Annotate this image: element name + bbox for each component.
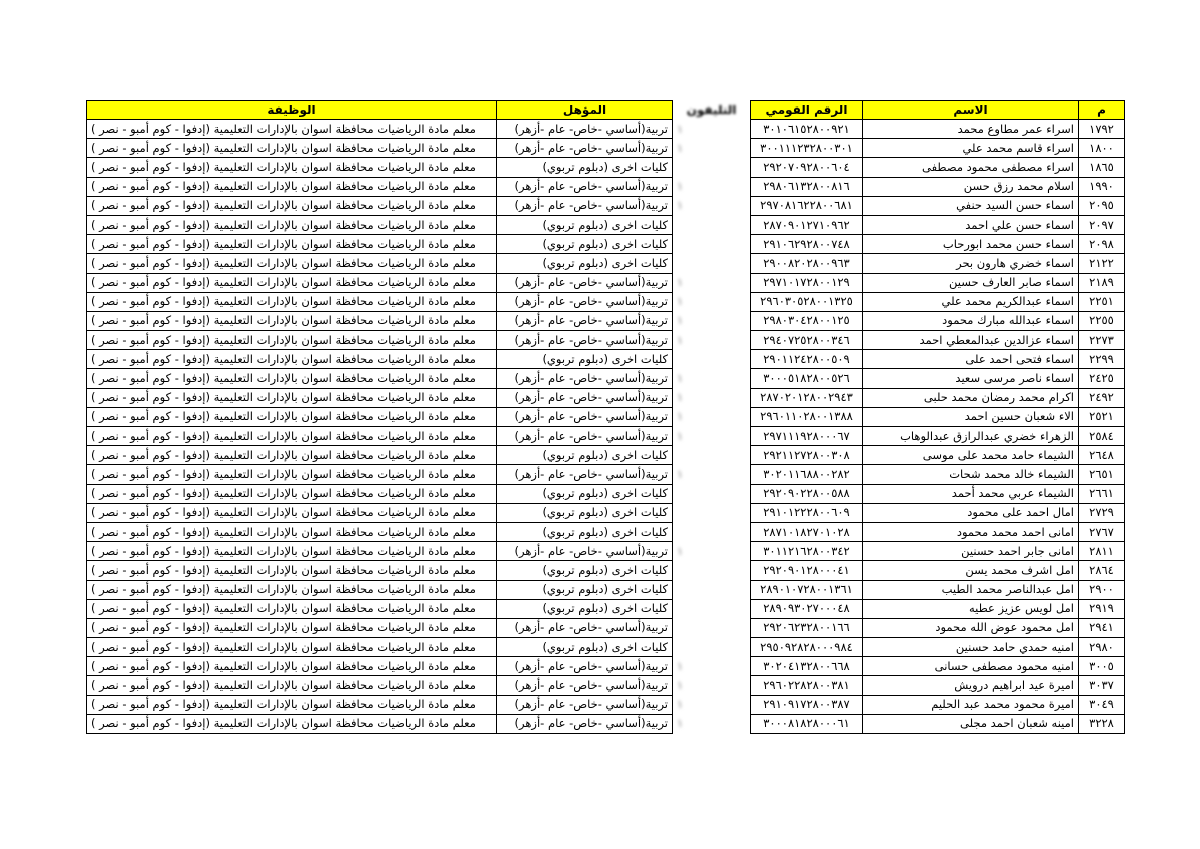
cell-name: الشيماء عربي محمد أحمد (863, 484, 1079, 503)
cell-phone (673, 503, 751, 522)
cell-national-id: ٣٠٠٠٥١٨٢٨٠٠٥٢٦ (751, 369, 863, 388)
cell-job: معلم مادة الرياضيات محافظة اسوان بالإدارات التعليمية (إدفوا - كوم أمبو - نصر ) (87, 465, 497, 484)
cell-phone (673, 254, 751, 273)
cell-job: معلم مادة الرياضيات محافظة اسوان بالإدارات التعليمية (إدفوا - كوم أمبو - نصر ) (87, 676, 497, 695)
cell-national-id: ٢٩١٠٦٢٩٢٨٠٠٧٤٨ (751, 235, 863, 254)
cell-phone (673, 235, 751, 254)
cell-job: معلم مادة الرياضيات محافظة اسوان بالإدارات التعليمية (إدفوا - كوم أمبو - نصر ) (87, 196, 497, 215)
table-row (87, 484, 1125, 503)
cell-name: اميرة محمود محمد عبد الحليم (863, 695, 1079, 714)
cell-job: معلم مادة الرياضيات محافظة اسوان بالإدارات التعليمية (إدفوا - كوم أمبو - نصر ) (87, 561, 497, 580)
cell-index: ٢٢٧٣ (1079, 331, 1125, 350)
cell-name: اسماء خضري هارون بحر (863, 254, 1079, 273)
cell-job: معلم مادة الرياضيات محافظة اسوان بالإدارات التعليمية (إدفوا - كوم أمبو - نصر ) (87, 388, 497, 407)
cell-index: ٢٢٩٩ (1079, 350, 1125, 369)
cell-national-id: ٢٨٧٠٩٠١٢٧١٠٩٦٢ (751, 215, 863, 234)
cell-national-id: ٢٩٦٠٢٢٨٢٨٠٠٣٨١ (751, 676, 863, 695)
cell-name: امنيه محمود مصطفى حسانى (863, 657, 1079, 676)
cell-index: ٢٢٥١ (1079, 292, 1125, 311)
cell-name: اسماء حسن السيد حنفي (863, 196, 1079, 215)
cell-qualification: كليات اخرى (دبلوم تربوي) (497, 599, 673, 618)
cell-index: ٢٤٩٢ (1079, 388, 1125, 407)
cell-name: امنيه حمدي حامد حسنين (863, 638, 1079, 657)
table-row (87, 446, 1125, 465)
cell-qualification: كليات اخرى (دبلوم تربوي) (497, 254, 673, 273)
cell-qualification: تربية(أساسي -خاص- عام -أزهر) (497, 273, 673, 292)
cell-phone (673, 484, 751, 503)
cell-phone (673, 350, 751, 369)
cell-job: معلم مادة الرياضيات محافظة اسوان بالإدارات التعليمية (إدفوا - كوم أمبو - نصر ) (87, 599, 497, 618)
cell-name: امينه شعبان احمد مجلى (863, 714, 1079, 733)
cell-qualification: كليات اخرى (دبلوم تربوي) (497, 561, 673, 580)
cell-index: ٢٢٥٥ (1079, 311, 1125, 330)
cell-index: ٣٠٤٩ (1079, 695, 1125, 714)
cell-index: ٢٧٢٩ (1079, 503, 1125, 522)
cell-index: ١٨٠٠ (1079, 139, 1125, 158)
cell-name: الشيماء خالد محمد شحات (863, 465, 1079, 484)
cell-qualification: كليات اخرى (دبلوم تربوي) (497, 522, 673, 541)
cell-job: معلم مادة الرياضيات محافظة اسوان بالإدارات التعليمية (إدفوا - كوم أمبو - نصر ) (87, 638, 497, 657)
cell-national-id: ٢٨٩٠١٠٧٢٨٠٠١٣٦١ (751, 580, 863, 599)
cell-national-id: ٣٠٢٠١١٦٨٨٠٠٢٨٢ (751, 465, 863, 484)
cell-index: ٢٠٩٧ (1079, 215, 1125, 234)
header-row (87, 101, 1125, 120)
cell-phone: ١ (673, 311, 751, 330)
cell-name: اسراء قاسم محمد علي (863, 139, 1079, 158)
cell-index: ٢٦٦١ (1079, 484, 1125, 503)
table-row (87, 407, 1125, 426)
table-row (87, 465, 1125, 484)
cell-qualification: كليات اخرى (دبلوم تربوي) (497, 638, 673, 657)
cell-phone: ١ (673, 196, 751, 215)
header-phone: التليفون (673, 101, 751, 120)
cell-national-id: ٢٩٢٠٩٠٢٢٨٠٠٥٨٨ (751, 484, 863, 503)
table-row (87, 215, 1125, 234)
cell-job: معلم مادة الرياضيات محافظة اسوان بالإدارات التعليمية (إدفوا - كوم أمبو - نصر ) (87, 350, 497, 369)
cell-job: معلم مادة الرياضيات محافظة اسوان بالإدارات التعليمية (إدفوا - كوم أمبو - نصر ) (87, 292, 497, 311)
cell-phone: ١ (673, 273, 751, 292)
cell-phone: ١ (673, 139, 751, 158)
cell-phone: ١ (673, 177, 751, 196)
cell-national-id: ٣٠٠١١١٢٣٢٨٠٠٣٠١ (751, 139, 863, 158)
cell-job: معلم مادة الرياضيات محافظة اسوان بالإدارات التعليمية (إدفوا - كوم أمبو - نصر ) (87, 407, 497, 426)
cell-index: ٢٠٩٨ (1079, 235, 1125, 254)
cell-index: ٢٦٤٨ (1079, 446, 1125, 465)
cell-name: الاء شعبان حسين احمد (863, 407, 1079, 426)
cell-index: ٢٨١١ (1079, 542, 1125, 561)
cell-national-id: ٢٩٠١١٢٤٢٨٠٠٥٠٩ (751, 350, 863, 369)
cell-qualification: تربية(أساسي -خاص- عام -أزهر) (497, 465, 673, 484)
cell-national-id: ٢٨٩٠٩٣٠٢٧٠٠٠٤٨ (751, 599, 863, 618)
cell-qualification: تربية(أساسي -خاص- عام -أزهر) (497, 618, 673, 637)
table-row (87, 580, 1125, 599)
cell-name: اسلام محمد رزق حسن (863, 177, 1079, 196)
cell-name: اسماء عبدالكريم محمد علي (863, 292, 1079, 311)
cell-phone: ١ (673, 292, 751, 311)
cell-national-id: ٢٩٨٠٣٠٤٢٨٠٠١٢٥ (751, 311, 863, 330)
cell-phone: ١ (673, 465, 751, 484)
cell-qualification: تربية(أساسي -خاص- عام -أزهر) (497, 292, 673, 311)
cell-job: معلم مادة الرياضيات محافظة اسوان بالإدارات التعليمية (إدفوا - كوم أمبو - نصر ) (87, 427, 497, 446)
cell-qualification: كليات اخرى (دبلوم تربوي) (497, 235, 673, 254)
cell-index: ٣٠٣٧ (1079, 676, 1125, 695)
cell-job: معلم مادة الرياضيات محافظة اسوان بالإدارات التعليمية (إدفوا - كوم أمبو - نصر ) (87, 158, 497, 177)
table-row (87, 254, 1125, 273)
cell-index: ٣٢٢٨ (1079, 714, 1125, 733)
cell-job: معلم مادة الرياضيات محافظة اسوان بالإدارات التعليمية (إدفوا - كوم أمبو - نصر ) (87, 657, 497, 676)
table-row (87, 657, 1125, 676)
table-row (87, 177, 1125, 196)
cell-name: اسماء ناصر مرسى سعيد (863, 369, 1079, 388)
cell-name: اسراء عمر مطاوع محمد (863, 120, 1079, 139)
cell-qualification: تربية(أساسي -خاص- عام -أزهر) (497, 177, 673, 196)
cell-name: اكرام محمد رمضان محمد حلبى (863, 388, 1079, 407)
cell-index: ٢٤٢٥ (1079, 369, 1125, 388)
cell-job: معلم مادة الرياضيات محافظة اسوان بالإدارات التعليمية (إدفوا - كوم أمبو - نصر ) (87, 215, 497, 234)
cell-qualification: تربية(أساسي -خاص- عام -أزهر) (497, 388, 673, 407)
cell-phone (673, 561, 751, 580)
cell-national-id: ٢٩١٠١٢٢٢٨٠٠٦٠٩ (751, 503, 863, 522)
cell-phone: ١ (673, 120, 751, 139)
cell-qualification: تربية(أساسي -خاص- عام -أزهر) (497, 139, 673, 158)
cell-index: ٢١٨٩ (1079, 273, 1125, 292)
cell-index: ٢٧٦٧ (1079, 522, 1125, 541)
cell-job: معلم مادة الرياضيات محافظة اسوان بالإدارات التعليمية (إدفوا - كوم أمبو - نصر ) (87, 618, 497, 637)
cell-phone: ١ (673, 676, 751, 695)
cell-job: معلم مادة الرياضيات محافظة اسوان بالإدارات التعليمية (إدفوا - كوم أمبو - نصر ) (87, 235, 497, 254)
cell-national-id: ٢٩٢٠٧٠٩٢٨٠٠٦٠٤ (751, 158, 863, 177)
cell-index: ١٩٩٠ (1079, 177, 1125, 196)
table-row (87, 427, 1125, 446)
cell-name: امل اشرف محمد يسن (863, 561, 1079, 580)
cell-job: معلم مادة الرياضيات محافظة اسوان بالإدارات التعليمية (إدفوا - كوم أمبو - نصر ) (87, 254, 497, 273)
cell-index: ٢٦٥١ (1079, 465, 1125, 484)
cell-qualification: كليات اخرى (دبلوم تربوي) (497, 215, 673, 234)
table-row (87, 158, 1125, 177)
cell-phone: ١ (673, 331, 751, 350)
cell-phone (673, 158, 751, 177)
cell-job: معلم مادة الرياضيات محافظة اسوان بالإدارات التعليمية (إدفوا - كوم أمبو - نصر ) (87, 369, 497, 388)
cell-index: ٢٨٦٤ (1079, 561, 1125, 580)
cell-job: معلم مادة الرياضيات محافظة اسوان بالإدارات التعليمية (إدفوا - كوم أمبو - نصر ) (87, 331, 497, 350)
table-row (87, 196, 1125, 215)
cell-name: الزهراء خضري عبدالرازق عبدالوهاب (863, 427, 1079, 446)
cell-job: معلم مادة الرياضيات محافظة اسوان بالإدارات التعليمية (إدفوا - كوم أمبو - نصر ) (87, 580, 497, 599)
cell-index: ٢١٢٢ (1079, 254, 1125, 273)
cell-phone (673, 638, 751, 657)
table-row (87, 292, 1125, 311)
table-row (87, 388, 1125, 407)
cell-index: ٢٩٨٠ (1079, 638, 1125, 657)
cell-national-id: ٢٩٠٠٨٢٠٢٨٠٠٩٦٣ (751, 254, 863, 273)
cell-qualification: كليات اخرى (دبلوم تربوي) (497, 158, 673, 177)
cell-name: اسراء مصطفى محمود مصطفى (863, 158, 1079, 177)
table-row (87, 676, 1125, 695)
header-job: الوظيفة (87, 101, 497, 120)
cell-name: امانى احمد محمد محمود (863, 522, 1079, 541)
table-row (87, 273, 1125, 292)
table-row (87, 311, 1125, 330)
cell-name: امل عبدالناصر محمد الطيب (863, 580, 1079, 599)
cell-qualification: تربية(أساسي -خاص- عام -أزهر) (497, 427, 673, 446)
cell-qualification: تربية(أساسي -خاص- عام -أزهر) (497, 657, 673, 676)
cell-name: اسماء حسن محمد ابورحاب (863, 235, 1079, 254)
cell-qualification: تربية(أساسي -خاص- عام -أزهر) (497, 331, 673, 350)
cell-qualification: تربية(أساسي -خاص- عام -أزهر) (497, 120, 673, 139)
cell-phone (673, 522, 751, 541)
cell-job: معلم مادة الرياضيات محافظة اسوان بالإدارات التعليمية (إدفوا - كوم أمبو - نصر ) (87, 311, 497, 330)
cell-national-id: ٢٩٢١١٢٧٢٨٠٠٣٠٨ (751, 446, 863, 465)
cell-job: معلم مادة الرياضيات محافظة اسوان بالإدارات التعليمية (إدفوا - كوم أمبو - نصر ) (87, 446, 497, 465)
cell-qualification: تربية(أساسي -خاص- عام -أزهر) (497, 676, 673, 695)
cell-job: معلم مادة الرياضيات محافظة اسوان بالإدارات التعليمية (إدفوا - كوم أمبو - نصر ) (87, 714, 497, 733)
cell-national-id: ٢٩٧٠٨١٦٢٢٨٠٠٦٨١ (751, 196, 863, 215)
cell-national-id: ٢٩٧١١١٩٢٨٠٠٠٦٧ (751, 427, 863, 446)
cell-phone: ١ (673, 657, 751, 676)
cell-index: ٢٥٢١ (1079, 407, 1125, 426)
table-row (87, 139, 1125, 158)
header-name: الاسم (863, 101, 1079, 120)
cell-national-id: ٢٩٧١٠١٧٢٨٠٠١٢٩ (751, 273, 863, 292)
candidates-table (86, 100, 1125, 734)
cell-national-id: ٢٩٥٠٩٢٨٢٨٠٠٠٩٨٤ (751, 638, 863, 657)
cell-index: ١٨٦٥ (1079, 158, 1125, 177)
table-row (87, 618, 1125, 637)
cell-name: اسماء فتحى احمد على (863, 350, 1079, 369)
cell-phone (673, 580, 751, 599)
header-national-id: الرقم القومي (751, 101, 863, 120)
cell-national-id: ٢٨٧١٠١٨٢٧٠١٠٢٨ (751, 522, 863, 541)
cell-national-id: ٢٩٦٠٣٠٥٢٨٠٠١٣٢٥ (751, 292, 863, 311)
cell-national-id: ٢٩٤٠٧٢٥٢٨٠٠٣٤٦ (751, 331, 863, 350)
cell-qualification: كليات اخرى (دبلوم تربوي) (497, 503, 673, 522)
cell-job: معلم مادة الرياضيات محافظة اسوان بالإدارات التعليمية (إدفوا - كوم أمبو - نصر ) (87, 522, 497, 541)
table-row (87, 350, 1125, 369)
cell-phone: ١ (673, 369, 751, 388)
table-row (87, 522, 1125, 541)
cell-national-id: ٢٩٦٠١١٠٢٨٠٠١٣٨٨ (751, 407, 863, 426)
cell-name: اسماء عبدالله مبارك محمود (863, 311, 1079, 330)
cell-name: امل محمود عوض الله محمود (863, 618, 1079, 637)
table-row (87, 599, 1125, 618)
cell-qualification: تربية(أساسي -خاص- عام -أزهر) (497, 196, 673, 215)
cell-national-id: ٣٠١٠٦١٥٢٨٠٠٩٢١ (751, 120, 863, 139)
table-row (87, 714, 1125, 733)
cell-qualification: كليات اخرى (دبلوم تربوي) (497, 350, 673, 369)
cell-name: اسماء حسن علي احمد (863, 215, 1079, 234)
cell-name: اسماء عزالدين عبدالمعطي احمد (863, 331, 1079, 350)
cell-phone: ١ (673, 407, 751, 426)
cell-index: ٢٩١٩ (1079, 599, 1125, 618)
header-index: م (1079, 101, 1125, 120)
table-row (87, 561, 1125, 580)
cell-phone: ١ (673, 714, 751, 733)
cell-qualification: تربية(أساسي -خاص- عام -أزهر) (497, 695, 673, 714)
cell-phone (673, 215, 751, 234)
table-row (87, 369, 1125, 388)
cell-job: معلم مادة الرياضيات محافظة اسوان بالإدارات التعليمية (إدفوا - كوم أمبو - نصر ) (87, 695, 497, 714)
cell-qualification: تربية(أساسي -خاص- عام -أزهر) (497, 369, 673, 388)
cell-qualification: تربية(أساسي -خاص- عام -أزهر) (497, 542, 673, 561)
cell-index: ٢٩٤١ (1079, 618, 1125, 637)
table-row (87, 695, 1125, 714)
cell-phone: ١ (673, 542, 751, 561)
cell-phone: ١ (673, 427, 751, 446)
cell-name: امانى جابر احمد حسنين (863, 542, 1079, 561)
table-row (87, 235, 1125, 254)
cell-name: الشيماء حامد محمد على موسى (863, 446, 1079, 465)
cell-job: معلم مادة الرياضيات محافظة اسوان بالإدارات التعليمية (إدفوا - كوم أمبو - نصر ) (87, 542, 497, 561)
cell-job: معلم مادة الرياضيات محافظة اسوان بالإدارات التعليمية (إدفوا - كوم أمبو - نصر ) (87, 120, 497, 139)
cell-national-id: ٢٩٢٠٩٠١٢٨٠٠٠٤١ (751, 561, 863, 580)
cell-name: امال احمد على محمود (863, 503, 1079, 522)
header-qualification: المؤهل (497, 101, 673, 120)
table-row (87, 638, 1125, 657)
cell-job: معلم مادة الرياضيات محافظة اسوان بالإدارات التعليمية (إدفوا - كوم أمبو - نصر ) (87, 273, 497, 292)
cell-national-id: ٣٠١١٢١٦٢٨٠٠٣٤٢ (751, 542, 863, 561)
cell-index: ٢٩٠٠ (1079, 580, 1125, 599)
cell-national-id: ٣٠٢٠٤١٣٢٨٠٠٦٦٨ (751, 657, 863, 676)
cell-qualification: كليات اخرى (دبلوم تربوي) (497, 484, 673, 503)
cell-phone (673, 446, 751, 465)
cell-national-id: ٢٩٨٠٦١٣٢٨٠٠٨١٦ (751, 177, 863, 196)
cell-job: معلم مادة الرياضيات محافظة اسوان بالإدارات التعليمية (إدفوا - كوم أمبو - نصر ) (87, 503, 497, 522)
cell-phone: ١ (673, 695, 751, 714)
table-row (87, 542, 1125, 561)
cell-index: ٣٠٠٥ (1079, 657, 1125, 676)
cell-qualification: تربية(أساسي -خاص- عام -أزهر) (497, 714, 673, 733)
cell-name: اسماء صابر العارف حسين (863, 273, 1079, 292)
cell-qualification: تربية(أساسي -خاص- عام -أزهر) (497, 311, 673, 330)
cell-qualification: كليات اخرى (دبلوم تربوي) (497, 580, 673, 599)
cell-phone: ١ (673, 388, 751, 407)
cell-job: معلم مادة الرياضيات محافظة اسوان بالإدارات التعليمية (إدفوا - كوم أمبو - نصر ) (87, 139, 497, 158)
cell-name: امل لويس عزيز عطيه (863, 599, 1079, 618)
cell-national-id: ٢٩٢٠٦٢٣٢٨٠٠١٦٦ (751, 618, 863, 637)
table-row (87, 331, 1125, 350)
cell-index: ٢٥٨٤ (1079, 427, 1125, 446)
cell-job: معلم مادة الرياضيات محافظة اسوان بالإدارات التعليمية (إدفوا - كوم أمبو - نصر ) (87, 484, 497, 503)
cell-index: ٢٠٩٥ (1079, 196, 1125, 215)
cell-phone (673, 599, 751, 618)
table-row (87, 120, 1125, 139)
cell-job: معلم مادة الرياضيات محافظة اسوان بالإدارات التعليمية (إدفوا - كوم أمبو - نصر ) (87, 177, 497, 196)
cell-national-id: ٢٩١٠٩١٧٢٨٠٠٣٨٧ (751, 695, 863, 714)
cell-qualification: تربية(أساسي -خاص- عام -أزهر) (497, 407, 673, 426)
table-row (87, 503, 1125, 522)
cell-qualification: كليات اخرى (دبلوم تربوي) (497, 446, 673, 465)
cell-national-id: ٣٠٠٠٨١٨٢٨٠٠٠٦١ (751, 714, 863, 733)
cell-national-id: ٢٨٧٠٢٠١٢٨٠٠٢٩٤٣ (751, 388, 863, 407)
cell-index: ١٧٩٢ (1079, 120, 1125, 139)
cell-phone (673, 618, 751, 637)
cell-name: اميرة عيد ابراهيم درويش (863, 676, 1079, 695)
